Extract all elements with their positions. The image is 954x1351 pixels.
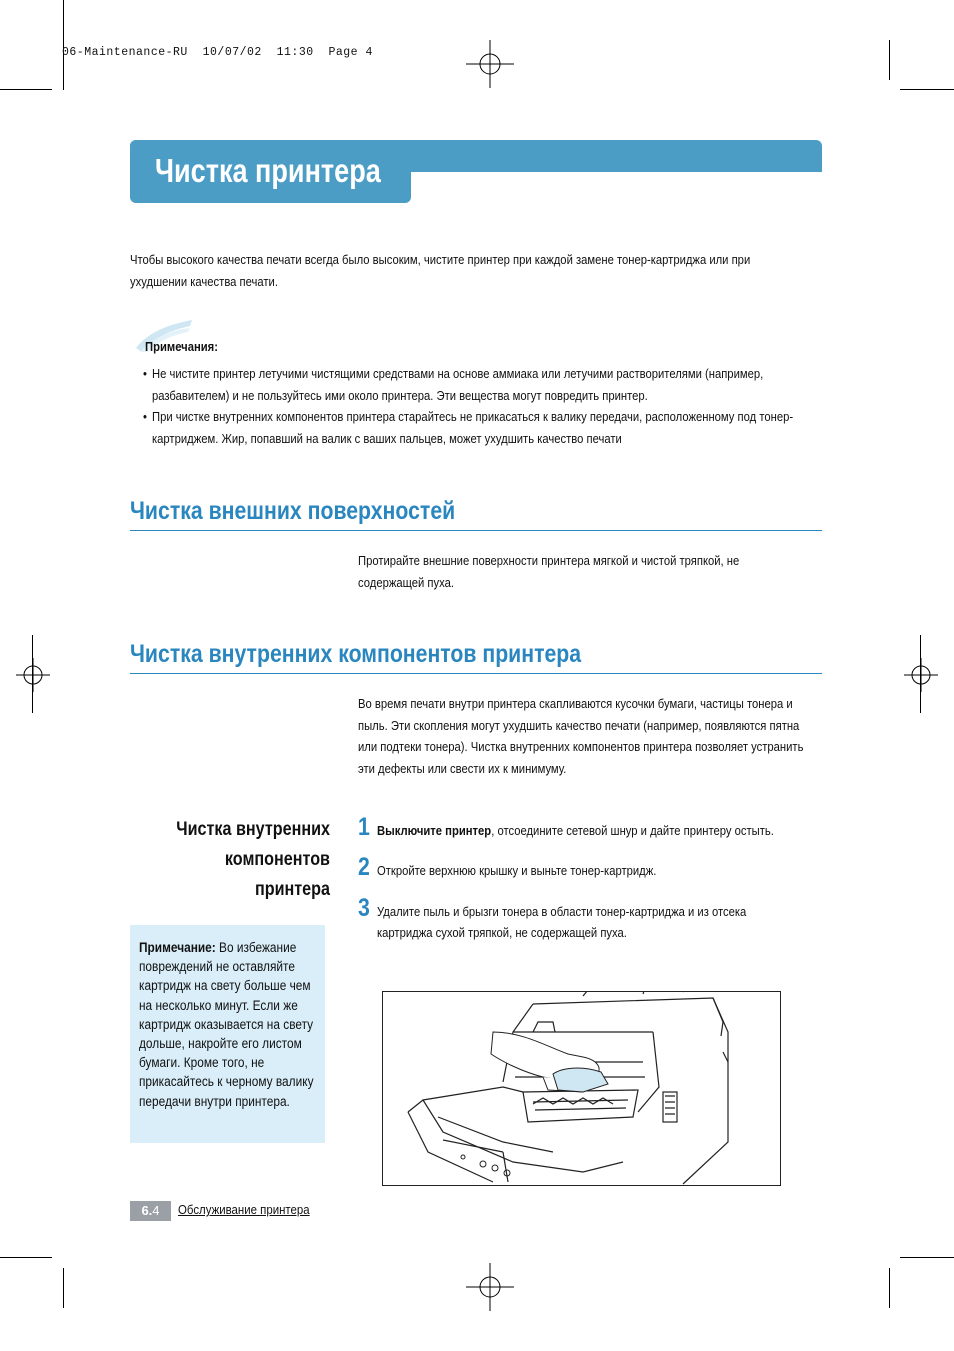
printer-cleaning-illustration <box>382 991 781 1186</box>
section-title-external: Чистка внешних поверхностей <box>130 497 456 525</box>
step-bold: Выключите принтер <box>377 824 492 838</box>
note-text: Не чистите принтер летучими чистящими средствами на основе аммиака или летучими растворителями (например, разбавителем) и не пользуйтесь ими около принтера. Эти вещества могут повредить принтер. <box>152 367 764 403</box>
page-title: Чистка принтера <box>155 152 381 189</box>
step-text: Откройте верхнюю крышку и выньте тонер-картридж. <box>377 864 657 878</box>
registration-target-icon <box>904 658 938 692</box>
notes-list <box>143 364 823 450</box>
footer-chapter-title: Обслуживание принтера <box>178 1202 310 1217</box>
step-text: Удалите пыль и брызги тонера в области тонер-картриджа и из отсека картриджа сухой тряпкой, не содержащей пуха. <box>377 905 747 940</box>
step-number: 2 <box>358 853 370 881</box>
section-title-internal: Чистка внутренних компонентов принтера <box>130 640 582 668</box>
section-rule <box>130 673 822 674</box>
subsection-heading <box>169 815 331 905</box>
print-slug: 06-Maintenance-RU 10/07/02 11:30 Page 4 <box>62 46 373 59</box>
registration-target-icon <box>466 1263 514 1311</box>
side-note-body: Во избежание повреждений не оставляйте картридж на свету больше чем на несколько минут. Если же картридж оказывается на свету дольше, накройте его листом бумаги. Кроме того, не прикасайтесь к черному валику передачи внутри принтера. <box>139 940 314 1109</box>
note-item <box>143 364 823 407</box>
side-note-text <box>139 938 315 1111</box>
section-internal-text: Во время печати внутри принтера скапливаются кусочки бумаги, частицы тонера и пыль. Эти скопления могут ухудшить качество печати (например, появляются пятна или подтеки тонера). Чистка внутренних компонентов принтера позволяет устранить эти дефекты или свести их к минимуму. <box>358 697 804 776</box>
step-number: 1 <box>358 813 370 841</box>
subsection-heading-line2: компонентов принтера <box>224 849 330 900</box>
step-number: 3 <box>358 894 370 922</box>
bullet-icon: • <box>143 367 147 381</box>
registration-target-icon <box>466 40 514 88</box>
subsection-heading-line1: Чистка внутренних <box>176 819 330 840</box>
registration-target-icon <box>16 658 50 692</box>
printer-illustration-icon <box>383 992 780 1185</box>
note-text: При чистке внутренних компонентов принтера старайтесь не прикасаться к валику передачи, расположенному под тонер-картриджем. Жир, попавший на валик с ваших пальцев, может ухудшить качество печати <box>152 410 794 446</box>
intro-paragraph: Чтобы высокого качества печати всегда было высоким, чистите принтер при каждой замене тонер-картриджа или при ухудшении качества печати. <box>130 253 751 289</box>
step-text: Выключите принтер, отсоедините сетевой шнур и дайте принтеру остыть. <box>377 824 774 838</box>
section-rule <box>130 530 822 531</box>
bullet-icon: • <box>143 410 147 424</box>
section-external-text: Протирайте внешние поверхности принтера мягкой и чистой тряпкой, не содержащей пуха. <box>358 554 740 590</box>
notes-heading: Примечания: <box>145 340 218 354</box>
page-number-badge: 6.4 <box>130 1201 171 1221</box>
note-item <box>143 407 823 450</box>
side-note-label: Примечание: <box>139 940 216 955</box>
